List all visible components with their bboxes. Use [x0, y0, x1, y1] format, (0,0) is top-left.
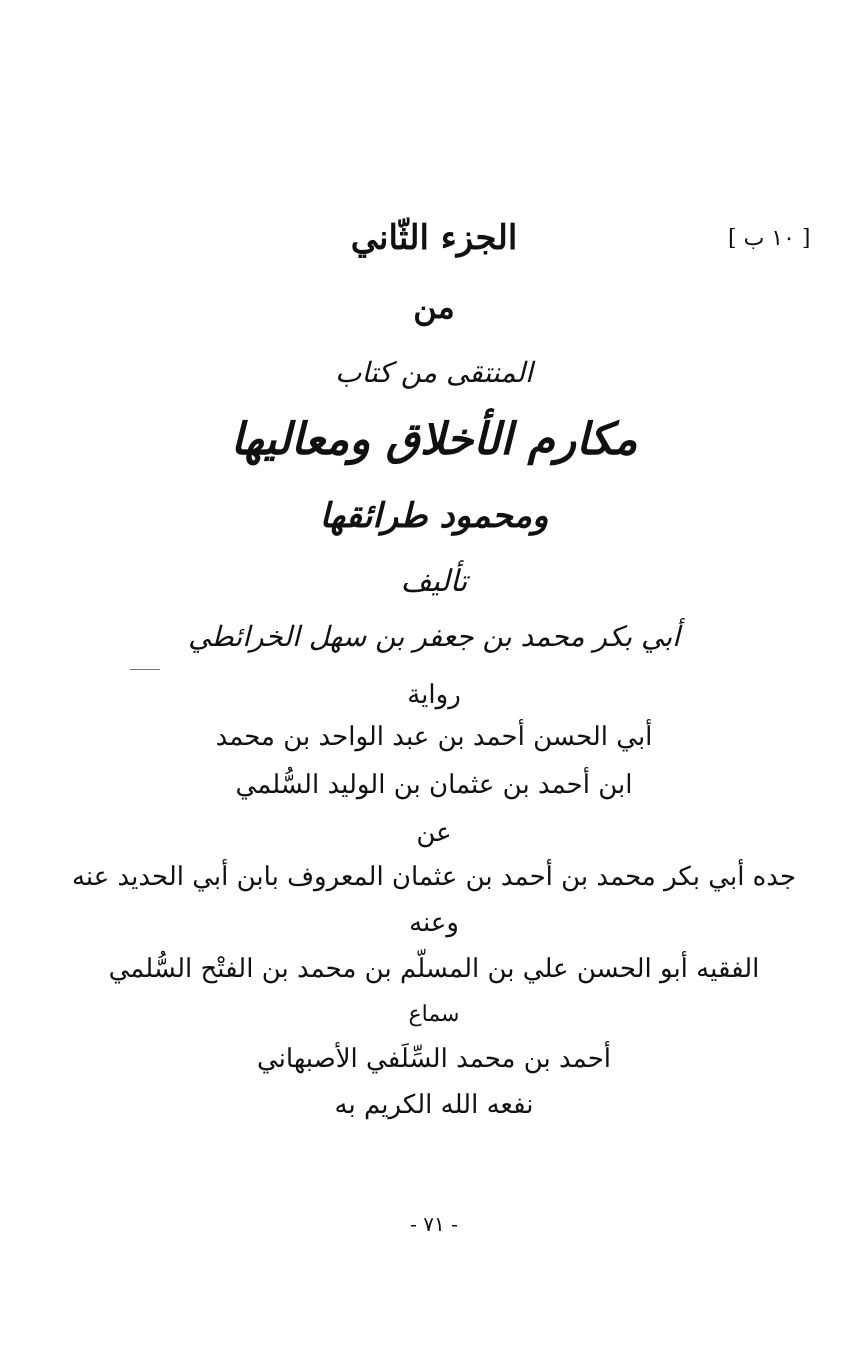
listener-line: أحمد بن محمد السِّلَفي الأصبهاني — [256, 1044, 611, 1074]
selection-heading: المنتقى من كتاب — [335, 356, 533, 389]
page-number: - ٧١ - — [410, 1212, 458, 1236]
narrator-line-2: ابن أحمد بن عثمان بن الوليد السُّلمي — [235, 770, 633, 800]
folio-marker: [ ١٠ ب ] — [728, 226, 811, 251]
and-from-label: وعنه — [409, 908, 459, 938]
from-word: من — [413, 288, 455, 326]
stray-mark — [130, 669, 160, 670]
hearing-label: سماع — [408, 1002, 460, 1027]
authored-by-label: تأليف — [400, 564, 468, 599]
author-name: أبي بكر محمد بن جعفر بن سهل الخرائطي — [188, 620, 680, 653]
blessing-line: نفعه الله الكريم به — [334, 1090, 534, 1120]
narration-label: رواية — [407, 680, 461, 710]
from-label: عن — [416, 818, 452, 848]
book-title-line2: ومحمود طرائقها — [319, 496, 549, 536]
part-title: الجزء الثّاني — [350, 218, 518, 258]
book-title-line1: مكارم الأخلاق ومعاليها — [230, 414, 638, 465]
narrator-line-1: أبي الحسن أحمد بن عبد الواحد بن محمد — [215, 722, 653, 752]
grandfather-line: جده أبي بكر محمد بن أحمد بن عثمان المعروف بابن أبي الحديد عنه — [71, 862, 797, 892]
faqih-line: الفقيه أبو الحسن علي بن المسلّم بن محمد بن الفتْح السُّلمي — [108, 954, 760, 984]
